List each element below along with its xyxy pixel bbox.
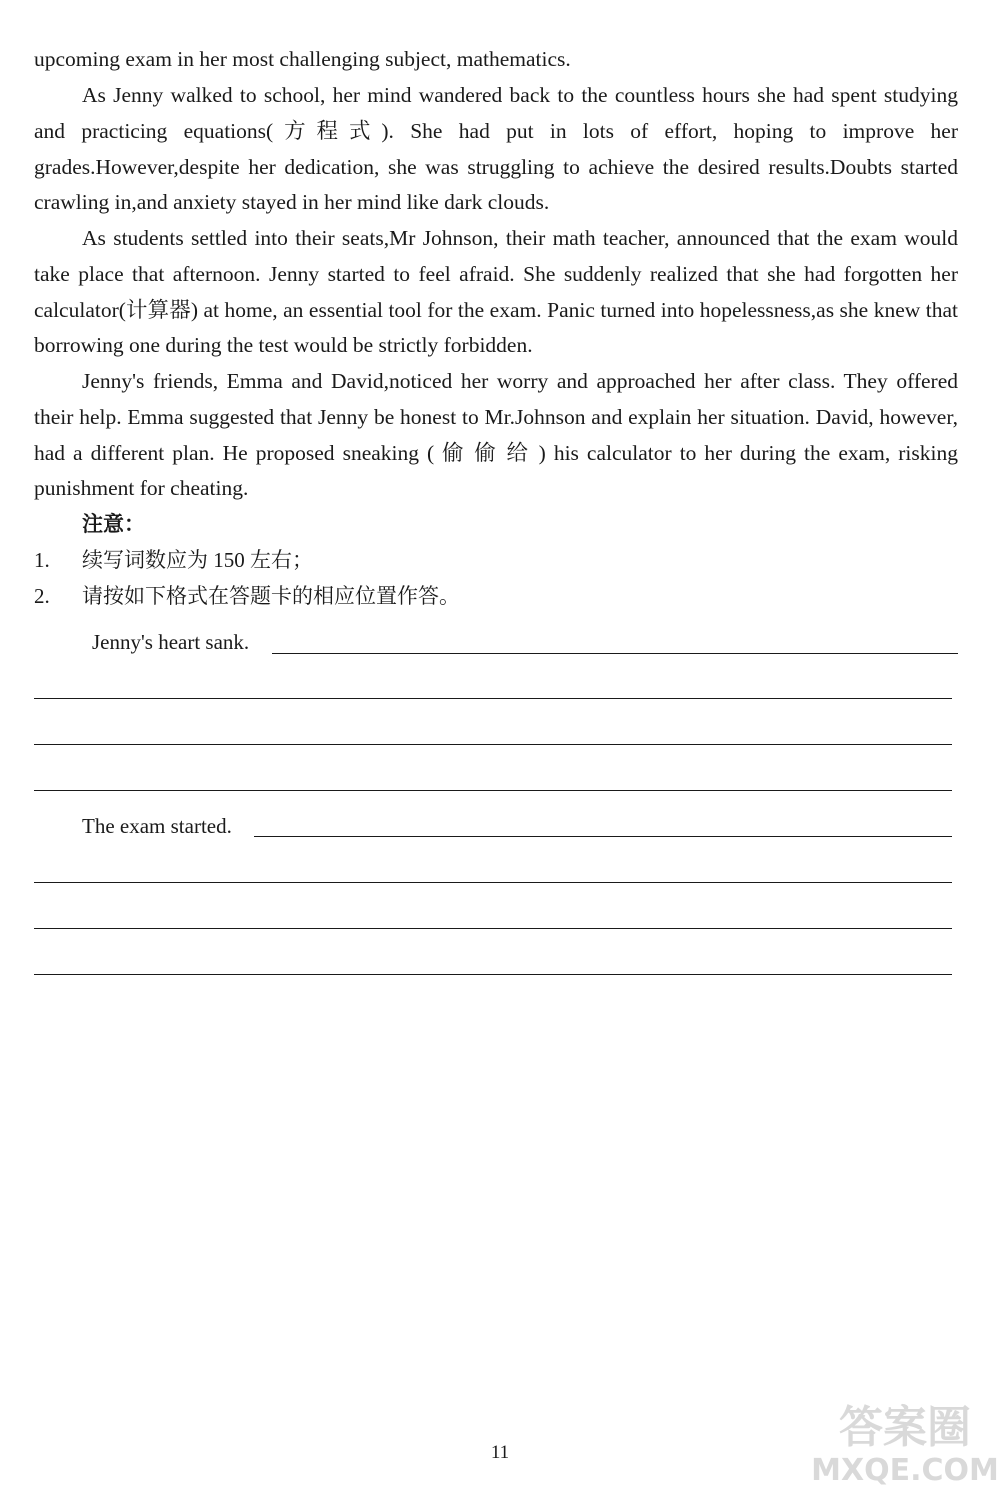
paragraph-starter-1: Jenny's heart sank. [92,630,250,654]
watermark-domain-text: MXQE.COM [811,1453,999,1488]
passage-paragraph-0: upcoming exam in her most challenging subject, mathematics. [34,47,571,71]
passage-paragraph-2: As students settled into their seats,Mr Johnson, their math teacher, announced that the exam would take place that afternoon. Jenny started to feel afraid. She suddenly realized that she had forgotten her calculator(计算器) at home, an essential tool for the exam. Panic turned into hopelessness,as she knew that borrowing one during the test would be strictly forbidden. [34,226,958,358]
answer-line[interactable] [34,698,952,699]
note-number: 1. [34,548,50,572]
answer-line[interactable] [34,974,952,975]
answer-line[interactable] [34,744,952,745]
note-item-2 [34,580,460,612]
answer-line[interactable] [34,882,952,883]
passage-paragraph-3: Jenny's friends, Emma and David,noticed her worry and approached her after class. They offered their help. Emma suggested that Jenny be honest to Mr.Johnson and explain her situation. David, however, had a different plan. He proposed sneaking ( 偷 偷 给 ) his calculator to her during the exam, risking punishment for cheating. [34,369,958,501]
watermark-chinese-text: 答案圈 [839,1402,971,1453]
paragraph-starter-2: The exam started. [82,814,232,838]
note-text: 请按如下格式在答题卡的相应位置作答。 [82,584,460,608]
site-watermark-logo [810,1390,1000,1488]
note-text: 续写词数应为 150 左右； [82,548,313,572]
answer-line[interactable] [254,836,952,837]
note-item-1 [34,544,313,576]
answer-line[interactable] [272,653,958,654]
page-number: 11 [490,1442,510,1463]
answer-line[interactable] [34,928,952,929]
passage-paragraph-1: As Jenny walked to school, her mind wandered back to the countless hours she had spent studying and practicing equations(方程式). She had put in lots of effort, hoping to improve her grades.However,despite her dedication, she was struggling to achieve the desired results.Doubts started crawling in,and anxiety stayed in her mind like dark clouds. [34,83,958,215]
note-number: 2. [34,584,50,608]
answer-line[interactable] [34,790,952,791]
notes-heading: 注意： [82,512,145,536]
